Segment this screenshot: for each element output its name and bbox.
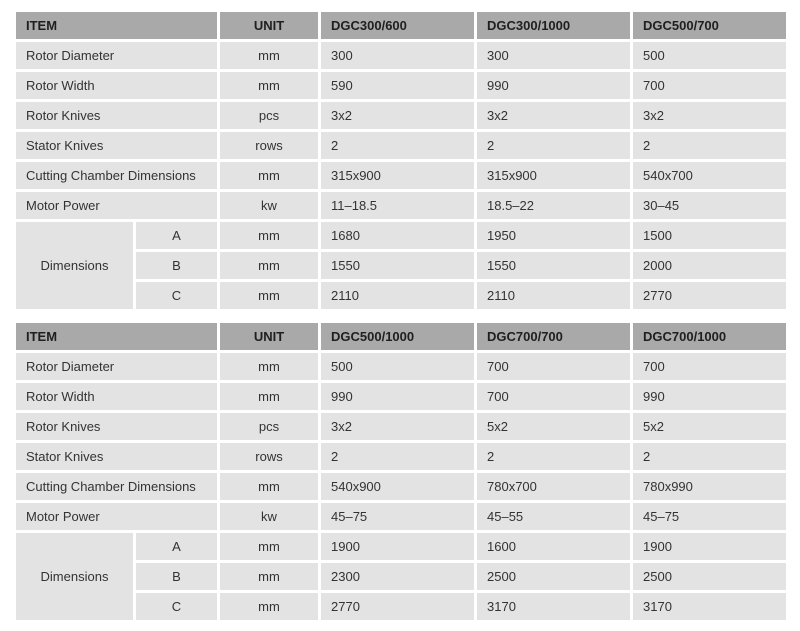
row-value: 2770: [633, 282, 786, 309]
header-model: DGC500/700: [633, 12, 786, 39]
row-value: 11–18.5: [321, 192, 474, 219]
row-value: 590: [321, 72, 474, 99]
row-value: 1900: [321, 533, 474, 560]
row-label: Motor Power: [16, 192, 217, 219]
row-value: 3x2: [321, 413, 474, 440]
row-value: 780x990: [633, 473, 786, 500]
header-unit: UNIT: [220, 12, 318, 39]
header-unit: UNIT: [220, 323, 318, 350]
row-value: 1680: [321, 222, 474, 249]
row-value: 2000: [633, 252, 786, 279]
header-model: DGC500/1000: [321, 323, 474, 350]
row-label: Stator Knives: [16, 132, 217, 159]
row-value: 5x2: [477, 413, 630, 440]
row-unit: mm: [220, 383, 318, 410]
row-unit: mm: [220, 563, 318, 590]
row-value: 2: [633, 443, 786, 470]
row-value: 3170: [477, 593, 630, 620]
row-value: 700: [477, 383, 630, 410]
header-model: DGC300/600: [321, 12, 474, 39]
row-value: 1950: [477, 222, 630, 249]
dimensions-label: Dimensions: [16, 222, 133, 309]
header-model: DGC700/1000: [633, 323, 786, 350]
row-value: 2: [321, 443, 474, 470]
row-value: 300: [477, 42, 630, 69]
header-model: DGC700/700: [477, 323, 630, 350]
row-value: 780x700: [477, 473, 630, 500]
row-value: 2: [321, 132, 474, 159]
row-label: Rotor Width: [16, 383, 217, 410]
header-item: ITEM: [16, 323, 217, 350]
row-value: 3170: [633, 593, 786, 620]
row-value: 315x900: [321, 162, 474, 189]
table-row: [16, 222, 786, 249]
row-unit: pcs: [220, 413, 318, 440]
row-value: 2: [477, 132, 630, 159]
row-unit: rows: [220, 132, 318, 159]
table-row: [16, 473, 786, 500]
row-label: Cutting Chamber Dimensions: [16, 162, 217, 189]
table-row: [16, 503, 786, 530]
row-value: 45–75: [633, 503, 786, 530]
dimensions-label: Dimensions: [16, 533, 133, 620]
table-row: [16, 443, 786, 470]
dimension-sub: A: [136, 222, 217, 249]
row-value: 700: [633, 353, 786, 380]
header-row: [16, 323, 786, 350]
row-value: 5x2: [633, 413, 786, 440]
header-item: ITEM: [16, 12, 217, 39]
table-row: [16, 533, 786, 560]
row-value: 990: [477, 72, 630, 99]
row-value: 45–55: [477, 503, 630, 530]
dimension-sub: B: [136, 252, 217, 279]
row-unit: mm: [220, 533, 318, 560]
dimension-sub: A: [136, 533, 217, 560]
row-value: 1550: [477, 252, 630, 279]
row-unit: kw: [220, 192, 318, 219]
row-value: 2500: [633, 563, 786, 590]
table-row: [16, 162, 786, 189]
row-value: 540x700: [633, 162, 786, 189]
row-label: Rotor Diameter: [16, 353, 217, 380]
row-value: 18.5–22: [477, 192, 630, 219]
row-value: 990: [633, 383, 786, 410]
row-label: Rotor Width: [16, 72, 217, 99]
row-value: 2770: [321, 593, 474, 620]
row-value: 2: [633, 132, 786, 159]
row-value: 2110: [321, 282, 474, 309]
row-label: Stator Knives: [16, 443, 217, 470]
row-unit: mm: [220, 473, 318, 500]
table-row: [16, 132, 786, 159]
row-value: 2110: [477, 282, 630, 309]
row-value: 45–75: [321, 503, 474, 530]
table-row: [16, 413, 786, 440]
table-row: [16, 383, 786, 410]
row-unit: mm: [220, 593, 318, 620]
row-unit: kw: [220, 503, 318, 530]
table-row: [16, 42, 786, 69]
spec-table-1: [13, 9, 789, 312]
row-value: 300: [321, 42, 474, 69]
row-value: 3x2: [477, 102, 630, 129]
row-unit: mm: [220, 162, 318, 189]
row-label: Cutting Chamber Dimensions: [16, 473, 217, 500]
header-row: [16, 12, 786, 39]
row-value: 700: [477, 353, 630, 380]
row-unit: mm: [220, 353, 318, 380]
row-value: 3x2: [633, 102, 786, 129]
row-unit: pcs: [220, 102, 318, 129]
row-value: 700: [633, 72, 786, 99]
row-value: 1550: [321, 252, 474, 279]
table-row: [16, 192, 786, 219]
row-value: 540x900: [321, 473, 474, 500]
row-value: 3x2: [321, 102, 474, 129]
spec-table-2: [13, 320, 789, 623]
row-unit: mm: [220, 42, 318, 69]
row-value: 2: [477, 443, 630, 470]
row-value: 1900: [633, 533, 786, 560]
table-row: [16, 102, 786, 129]
row-value: 315x900: [477, 162, 630, 189]
row-unit: mm: [220, 222, 318, 249]
header-model: DGC300/1000: [477, 12, 630, 39]
row-unit: rows: [220, 443, 318, 470]
table-row: [16, 353, 786, 380]
row-label: Motor Power: [16, 503, 217, 530]
row-label: Rotor Diameter: [16, 42, 217, 69]
row-label: Rotor Knives: [16, 413, 217, 440]
dimension-sub: C: [136, 593, 217, 620]
row-value: 1500: [633, 222, 786, 249]
row-unit: mm: [220, 252, 318, 279]
row-value: 500: [321, 353, 474, 380]
row-value: 1600: [477, 533, 630, 560]
table-row: [16, 72, 786, 99]
row-label: Rotor Knives: [16, 102, 217, 129]
row-value: 2500: [477, 563, 630, 590]
row-value: 990: [321, 383, 474, 410]
row-unit: mm: [220, 282, 318, 309]
dimension-sub: B: [136, 563, 217, 590]
row-value: 30–45: [633, 192, 786, 219]
row-unit: mm: [220, 72, 318, 99]
row-value: 2300: [321, 563, 474, 590]
row-value: 500: [633, 42, 786, 69]
dimension-sub: C: [136, 282, 217, 309]
